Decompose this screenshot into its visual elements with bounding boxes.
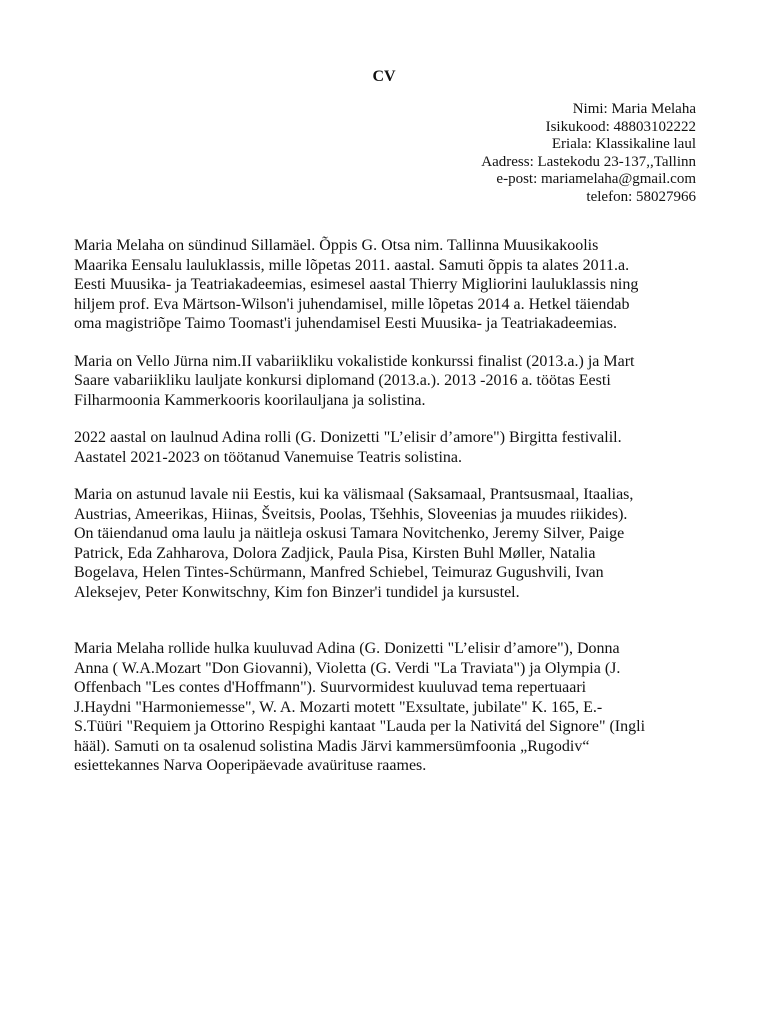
contact-id-code: Isikukood: 48803102222 bbox=[545, 118, 696, 135]
paragraph-recent-roles: 2022 aastal on laulnud Adina rolli (G. Donizetti "L’elisir d’amore") Birgitta festivalil. Aastatel 2021-2023 on töötanud Vanemuise Teatris solistina. bbox=[74, 429, 622, 466]
page-title: CV bbox=[372, 68, 396, 85]
cv-body bbox=[74, 236, 700, 794]
contact-email: e-post: mariamelaha@gmail.com bbox=[496, 171, 696, 188]
paragraph-competitions: Maria on Vello Jürna nim.II vabariikliku vokalistide konkurssi finalist (2013.a.) ja Mart Saare vabariikliku lauljate konkursi diplomand (2013.a.). 2013 -2016 a. töötas Eesti Filharmoonia Kammerkooris koorilauljana ja solistina. bbox=[74, 352, 635, 409]
paragraph-education: Maria Melaha on sündinud Sillamäel. Õppis G. Otsa nim. Tallinna Muusikakoolis Maarika Eensalu lauluklassis, mille lõpetas 2011. aastal. Samuti õppis ta alates 2011.a. Eesti Muusika- ja Teatriakadeemias, esimesel aastal Thierry Migliorini lauluklassis ning hiljem prof. Eva Märtson-Wilson'i juhendamisel, mille lõpetas 2014 a. Hetkel täiendab oma magistriõpe Taimo Toomast'i juhendamisel Eesti Muusika- ja Teatriakadeemias. bbox=[74, 237, 639, 332]
contact-block bbox=[481, 101, 696, 207]
contact-address: Aadress: Lastekodu 23-137,,Tallinn bbox=[481, 153, 696, 170]
paragraph-repertoire: Maria Melaha rollide hulka kuuluvad Adina (G. Donizetti "L’elisir d’amore"), Donna Anna ( W.A.Mozart "Don Giovanni), Violetta (G. Verdi "La Traviata") ja Olympia (J. Offenbach "Les contes d'Hoffmann"). Suurvormidest kuuluvad tema repertuaari J.Haydni "Harmoniemesse", W. A. Mozarti motett "Exsultate, jubilate" K. 165, E.- S.Tüüri "Requiem ja Ottorino Respighi kantaat "Lauda per la Nativitá del Signore" (Ingli hääl). Samuti on ta osalenud solistina Madis Järvi kammersümfoonia „Rugodiv“ esiettekannes Narva Ooperipäevade avaürituse raames. bbox=[74, 640, 646, 774]
contact-phone: telefon: 58027966 bbox=[586, 188, 696, 205]
contact-specialty: Eriala: Klassikaline laul bbox=[551, 136, 696, 153]
contact-name: Nimi: Maria Melaha bbox=[572, 101, 696, 117]
paragraph-performances: Maria on astunud lavale nii Eestis, kui ka välismaal (Saksamaal, Prantsusmaal, Itaalias, Austrias, Ameerikas, Hiinas, Šveitsis, Poolas, Tšehhis, Sloveenias ja muudes riikides). On täiendanud oma laulu ja näitleja oskusi Tamara Novitchenko, Jeremy Silver, Paige Patrick, Eda Zahharova, Dolora Zadjick, Paula Pisa, Kirsten Buhl Møller, Natalia Bogelava, Helen Tintes-Schürmann, Manfred Schiebel, Teimuraz Gugushvili, Ivan Aleksejev, Peter Konwitschny, Kim fon Binzer'i tundidel ja kursustel. bbox=[74, 486, 634, 601]
